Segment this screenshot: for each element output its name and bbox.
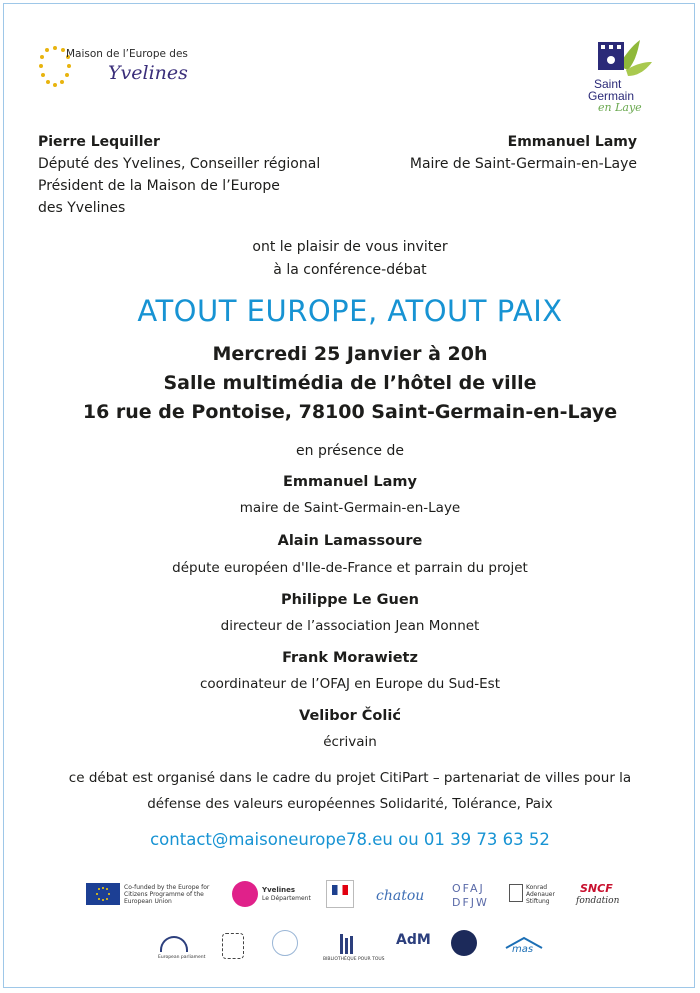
saint-germain-logo	[588, 36, 658, 116]
event-address: 16 rue de Pontoise, 78100 Saint-Germain-en-Laye	[82, 401, 618, 423]
contact-line[interactable]: contact@maisoneurope78.eu ou 01 39 73 63 52	[150, 830, 550, 849]
republique-logo-icon	[326, 880, 354, 908]
logo-line-1: Maison de l’Europe des	[66, 48, 188, 60]
partner-circle-logo-icon	[272, 930, 298, 956]
speaker-role: maire de Saint-Germain-en-Laye	[239, 500, 461, 516]
host-left-name: Pierre Lequiller	[38, 134, 160, 150]
logo-line-2: Yvelines	[108, 62, 188, 84]
partner-logo-icon	[222, 933, 244, 959]
dfjw-logo: DFJW	[452, 896, 489, 909]
host-right-line1: Maire de Saint-Germain-en-Laye	[409, 156, 637, 172]
event-venue: Salle multimédia de l’hôtel de ville	[163, 372, 537, 394]
host-left-line1: Député des Yvelines, Conseiller régional	[38, 156, 321, 172]
logo-text-germain: Germain	[588, 89, 635, 103]
invite-line-1: ont le plaisir de vous inviter	[252, 239, 448, 255]
logo-text-saint: Saint	[594, 77, 622, 91]
yvelines-text: Yvelines	[262, 886, 296, 894]
host-left	[38, 131, 320, 219]
saint-germain-crest-icon	[588, 36, 658, 116]
speaker-role: coordinateur de l’OFAJ en Europe du Sud-Est	[199, 676, 501, 692]
speaker-role: directeur de l’association Jean Monnet	[220, 618, 480, 634]
konrad-logo-icon	[509, 884, 523, 902]
speaker-name: Alain Lamassoure	[277, 533, 423, 549]
yvelines-subtext: Le Département	[262, 895, 311, 902]
speaker-name: Philippe Le Guen	[280, 592, 419, 608]
yvelines-logo-icon	[232, 881, 258, 907]
konrad-text: Konrad Adenauer Stiftung	[526, 884, 555, 905]
bibliotheque-text: BIBLIOTHÈQUE POUR TOUS	[323, 957, 385, 962]
european-parliament-text: European parliament	[158, 955, 206, 960]
note-line-1: ce débat est organisé dans le cadre du projet CitiPart – partenariat de villes pour la	[68, 770, 632, 786]
logo-text-en-laye: en Laye	[598, 101, 642, 114]
sncf-logo: SNCF	[580, 882, 613, 895]
invite-line-2: à la conférence-débat	[273, 262, 427, 278]
speaker-name: Frank Morawietz	[282, 650, 418, 666]
speaker-role: écrivain	[323, 734, 377, 750]
speaker-name: Velibor Čolić	[299, 708, 401, 724]
bibliotheque-logo-icon	[338, 932, 358, 956]
speaker-name: Emmanuel Lamy	[283, 474, 417, 490]
partner-emblem-icon	[451, 930, 477, 956]
mas-text: mas	[512, 944, 534, 955]
event-date: Mercredi 25 Janvier à 20h	[212, 343, 488, 365]
host-right-name: Emmanuel Lamy	[507, 134, 637, 150]
note-line-2: défense des valeurs européennes Solidarité, Tolérance, Paix	[147, 796, 553, 812]
host-left-line2: Président de la Maison de l’Europe	[38, 178, 280, 194]
eu-flag-icon	[86, 883, 120, 905]
presence-label: en présence de	[296, 443, 404, 459]
chatou-logo: chatou	[376, 888, 425, 904]
maison-europe-logo	[38, 40, 188, 96]
ofaj-logo: OFAJ	[452, 882, 485, 895]
event-title: ATOUT EUROPE, ATOUT PAIX	[137, 294, 563, 328]
host-right	[410, 131, 637, 175]
adm-logo: AdM	[396, 932, 431, 948]
speaker-role: députe européen d'Ile-de-France et parrain du projet	[172, 560, 528, 576]
eu-cofunded-text: Co-funded by the Europe for Citizens Programme of the European Union	[124, 884, 210, 905]
sncf-fondation-text: fondation	[576, 896, 620, 906]
host-left-line3: des Yvelines	[38, 200, 126, 216]
